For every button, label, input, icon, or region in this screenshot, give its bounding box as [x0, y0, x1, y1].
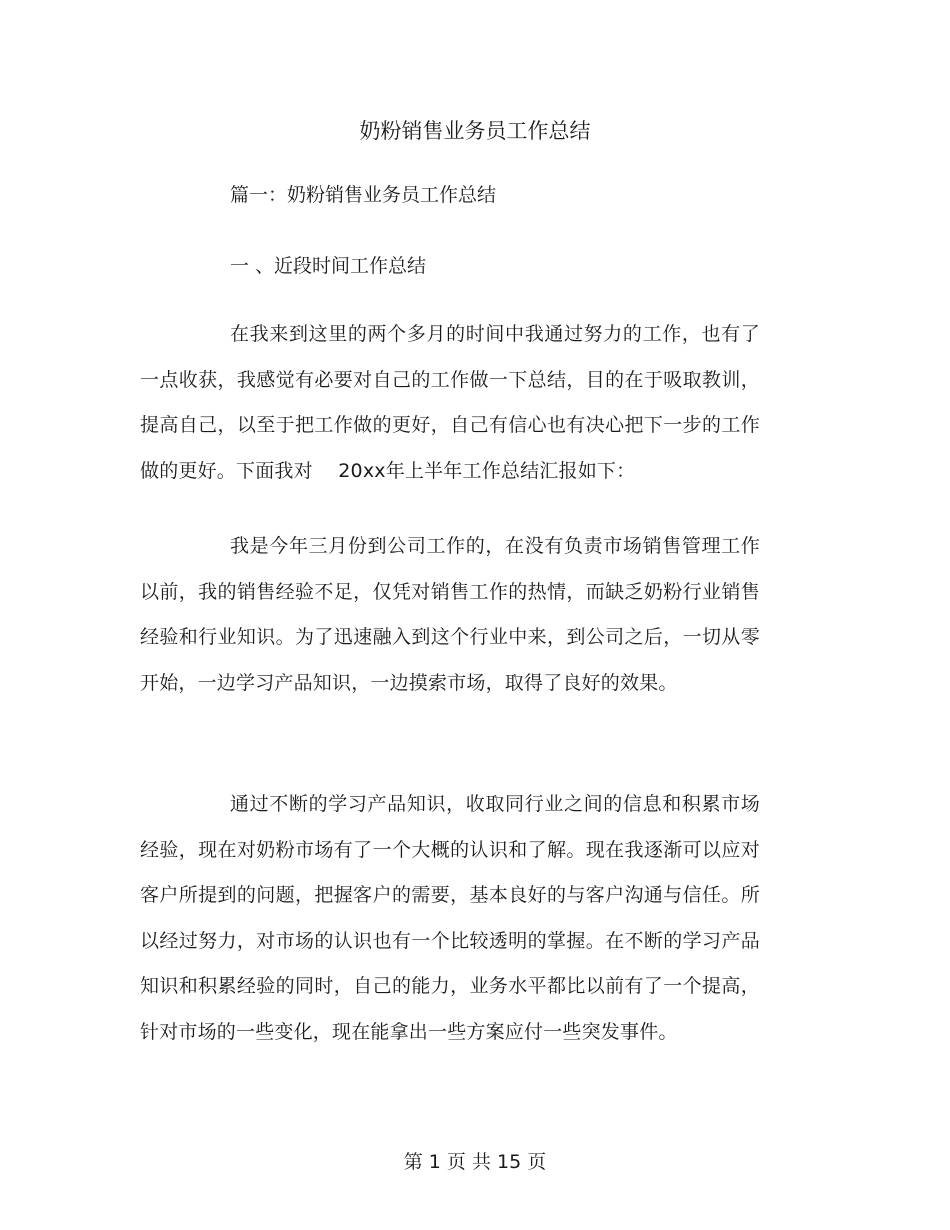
document-title: 奶粉销售业务员工作总结 [359, 119, 591, 143]
paragraph-3: 通过不断的学习产品知识，收取同行业之间的信息和积累市场经验，现在对奶粉市场有了一个大概的认识和了解。现在我逐渐可以应对客户所提到的问题，把握客户的需要，基本良好的与客户沟通与信任。所以经过努力，对市场的认识也有一个比较透明的掌握。在不断的学习产品知识和积累经验的同时，自己的能力，业务水平都比以前有了一个提高，针对市场的一些变化，现在能拿出一些方案应付一些突发事件。 [140, 793, 760, 1043]
section-heading: 篇一：奶粉销售业务员工作总结 [230, 184, 497, 206]
paragraph-2: 我是今年三月份到公司工作的，在没有负责市场销售管理工作以前，我的销售经验不足，仅凭对销售工作的热情，而缺乏奶粉行业销售经验和行业知识。为了迅速融入到这个行业中来，到公司之后，一切从零开始，一边学习产品知识，一边摸索市场，取得了良好的效果。 [140, 535, 760, 694]
page-footer: 第 1 页 共 15 页 [403, 1151, 547, 1173]
subsection-heading: 一 、近段时间工作总结 [230, 255, 427, 277]
paragraph-1: 在我来到这里的两个多月的时间中我通过努力的工作，也有了一点收获，我感觉有必要对自己的工作做一下总结，目的在于吸取教训，提高自己，以至于把工作做的更好，自己有信心也有决心把下一步的工作做的更好。下面我对 20xx年上半年工作总结汇报如下： [140, 323, 760, 482]
